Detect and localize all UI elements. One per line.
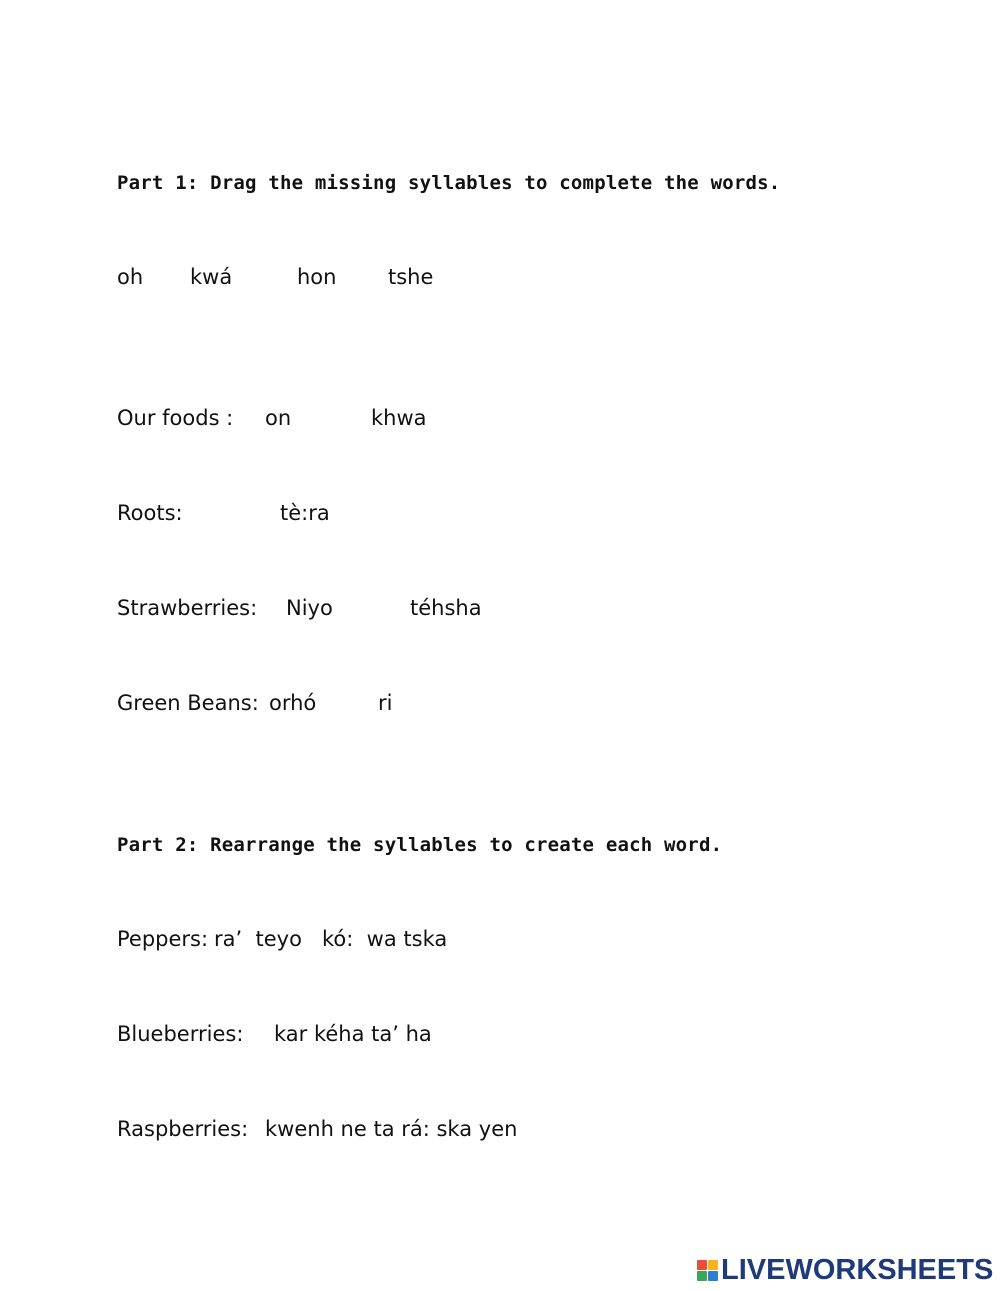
part2-heading: Part 2: Rearrange the syllables to create each word. (117, 834, 723, 856)
item-label: Roots: (117, 501, 183, 525)
item-label: Green Beans: (117, 691, 259, 715)
word-part: ri (378, 691, 393, 715)
item-label: Strawberries: (117, 596, 258, 620)
scrambled-syllables: ra’ teyo kó: wa tska (214, 927, 448, 951)
scrambled-syllables: kar kéha ta’ ha (274, 1022, 432, 1046)
logo-text: LIVEWORKSHEETS (721, 1253, 994, 1286)
part1-heading: Part 1: Drag the missing syllables to complete the words. (117, 172, 781, 194)
syllable-chip[interactable]: oh (117, 265, 144, 289)
liveworksheets-logo-icon (697, 1260, 718, 1281)
scrambled-syllables: kwenh ne ta rá: ska yen (265, 1117, 518, 1141)
word-part: Niyo (286, 596, 333, 620)
word-part: on (265, 406, 292, 430)
word-part: khwa (371, 406, 427, 430)
word-part: tè:ra (280, 501, 330, 525)
item-label: Raspberries: (117, 1117, 249, 1141)
syllable-chip[interactable]: hon (297, 265, 337, 289)
word-part: téhsha (410, 596, 482, 620)
item-label: Our foods : (117, 406, 234, 430)
syllable-chip[interactable]: tshe (388, 265, 434, 289)
syllable-chip[interactable]: kwá (190, 265, 233, 289)
item-label: Peppers: (117, 927, 209, 951)
liveworksheets-logo (697, 1255, 993, 1285)
word-part: orhó (269, 691, 317, 715)
item-label: Blueberries: (117, 1022, 244, 1046)
